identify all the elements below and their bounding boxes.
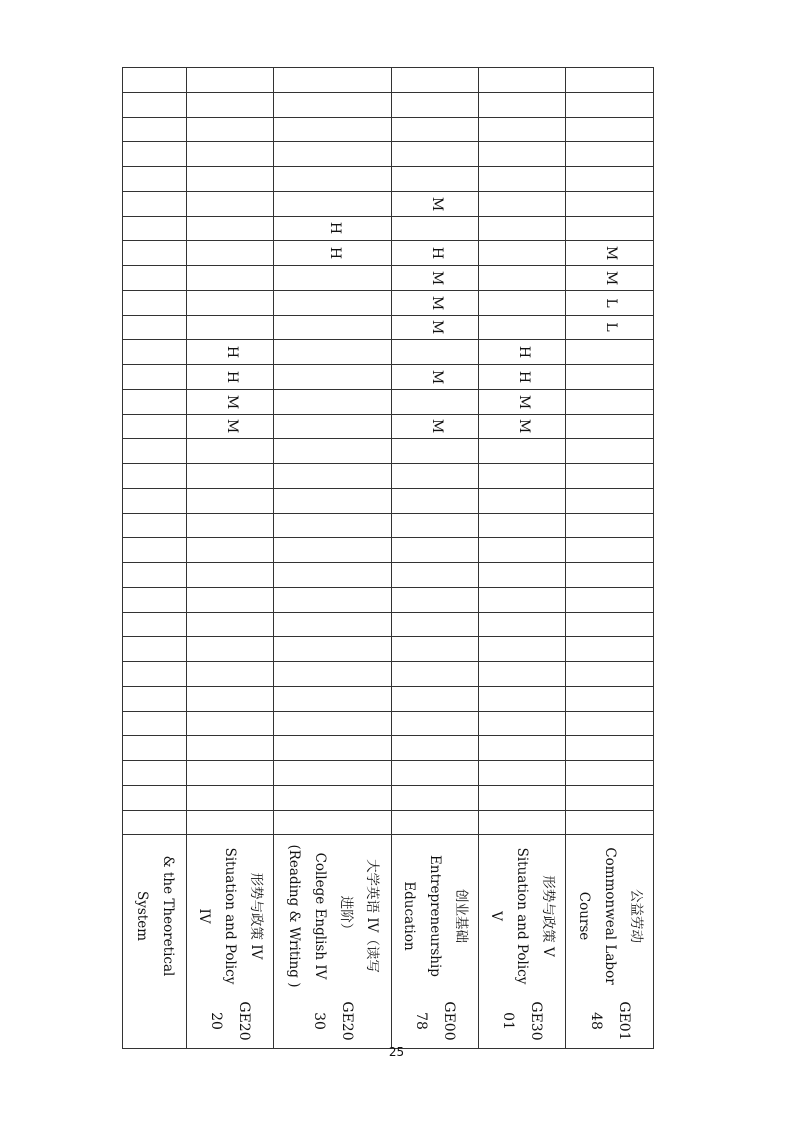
table-cell [392,315,479,340]
table-cell [274,488,392,513]
table-cell [392,340,479,365]
table-cell [187,513,274,538]
table-cell [479,637,566,662]
table-cell [187,340,274,365]
table-cell [187,785,274,810]
rating-mark: M [515,419,532,434]
table-cell [392,117,479,142]
table-cell [187,464,274,489]
table-cell [479,538,566,563]
table-cell [566,117,654,142]
table-cell [123,167,187,192]
table-cell [479,92,566,117]
table-cell [123,266,187,291]
course-code-line: GE30 [528,1000,544,1041]
table-cell [274,563,392,588]
table-row [123,736,654,761]
table-cell [392,365,479,390]
table-cell [187,538,274,563]
table-cell [274,637,392,662]
table-cell [274,538,392,563]
table-cell [392,167,479,192]
course-name-line: Situation and Policy [222,847,238,985]
course-code [582,991,638,1051]
table-cell [187,92,274,117]
table-cell [392,464,479,489]
table-cell [187,290,274,315]
table-cell [187,241,274,266]
table-cell [566,340,654,365]
table-cell [392,686,479,711]
table-cell [392,241,479,266]
course-name-line: Situation and Policy [514,847,530,985]
table-cell [123,142,187,167]
table-cell [392,266,479,291]
table-cell [479,315,566,340]
table-row [123,785,654,810]
course-code-line: 01 [500,1011,516,1030]
table-cell [123,117,187,142]
table-cell [566,439,654,464]
table-cell [566,587,654,612]
table-cell [187,686,274,711]
course-name-line: Course [575,891,592,941]
table-cell [479,711,566,736]
table-row [123,513,654,538]
table-row [123,538,654,563]
table-row [123,266,654,291]
table-cell [274,340,392,365]
table-cell [274,662,392,687]
rating-mark: M [428,196,445,211]
table-cell [566,365,654,390]
table-cell [123,68,187,93]
table-cell [566,662,654,687]
course-code-line: 48 [587,1011,604,1030]
course-name [571,816,649,1016]
table-cell [123,315,187,340]
table-row [123,612,654,637]
rating-mark: M [428,369,445,385]
table-cell [187,662,274,687]
table-cell [187,315,274,340]
table-cell [274,389,392,414]
table-cell [187,711,274,736]
table-cell [479,365,566,390]
table-row [123,488,654,513]
course-code-line: GE00 [441,1000,457,1041]
table-cell [187,563,274,588]
table-cell [187,365,274,390]
table-cell [479,761,566,786]
table-cell [274,612,392,637]
table-row [123,117,654,142]
table-cell [274,464,392,489]
course-name-line: Education [401,881,417,951]
table-row [123,191,654,216]
table-cell [566,736,654,761]
rating-mark: H [326,247,343,260]
table-cell [274,92,392,117]
table-cell [566,637,654,662]
table-cell [274,68,392,93]
table-cell [123,538,187,563]
table-cell [392,68,479,93]
table-cell [274,117,392,142]
course-name-line: 形势与政策 IV [248,872,264,960]
table-cell [274,365,392,390]
table-cell [566,563,654,588]
table-cell [187,167,274,192]
rating-mark: M [223,394,240,409]
table-cell [566,686,654,711]
table-cell [479,439,566,464]
table-cell [479,241,566,266]
table-cell [123,365,187,390]
table-cell [123,662,187,687]
table-cell [123,736,187,761]
rating-mark: H [515,346,532,359]
table-row [123,686,654,711]
table-row [123,142,654,167]
course-code [407,991,463,1051]
table-cell [274,686,392,711]
table-cell [392,587,479,612]
table-cell [566,191,654,216]
table-cell [274,241,392,266]
table-cell [479,167,566,192]
rating-mark: L [603,297,620,308]
table-cell [392,637,479,662]
table-cell [274,315,392,340]
table-cell [123,340,187,365]
table-cell [479,191,566,216]
course-name [191,816,269,1016]
table-row [123,340,654,365]
table-cell [187,587,274,612]
table-cell [123,612,187,637]
table-cell [392,761,479,786]
table-row [123,241,654,266]
table-cell [479,612,566,637]
table-cell [566,92,654,117]
table-cell [123,290,187,315]
course-cell [392,835,479,1049]
course-name-line: 大学英语 IV（读写 [363,859,380,974]
table-cell [479,785,566,810]
course-name-line: System [133,891,150,942]
table-cell [392,488,479,513]
table-row [123,389,654,414]
course-name-line: 进阶） [337,895,354,937]
table-cell [123,637,187,662]
table-cell [392,216,479,241]
table-cell [123,587,187,612]
table-cell [123,464,187,489]
table-cell [392,785,479,810]
table-cell [187,216,274,241]
table-row [123,92,654,117]
table-row [123,68,654,93]
table-cell [123,241,187,266]
rating-mark: M [515,394,532,409]
table-cell [187,761,274,786]
table-cell [187,142,274,167]
course-name-line: (Reading & Writing ) [285,844,302,988]
table-cell [479,142,566,167]
rating-mark: M [428,419,445,434]
table-cell [479,290,566,315]
table-cell [392,290,479,315]
rating-mark: M [428,295,445,310]
rating-mark: M [428,320,445,335]
table-cell [479,68,566,93]
course-code [305,991,361,1051]
table-cell [274,761,392,786]
table-row [123,414,654,439]
course-name-line: 公益劳动 [627,889,644,944]
course-cell [479,835,566,1049]
course-name-line: 创业基础 [453,889,469,944]
course-code-line: 30 [310,1011,327,1030]
course-name-line: V [488,911,504,922]
course-cell [566,835,654,1049]
table-cell [479,216,566,241]
table-row [123,662,654,687]
table-cell [274,439,392,464]
table-cell [274,785,392,810]
course-code-line: GE20 [338,1000,355,1041]
rating-mark: M [603,245,620,261]
table-cell [123,488,187,513]
table-row [123,761,654,786]
table-cell [274,711,392,736]
table-cell [274,513,392,538]
table-cell [123,513,187,538]
table-cell [479,414,566,439]
course-name-line: College English IV [311,852,328,980]
table-row [123,365,654,390]
rating-mark: M [223,419,240,434]
table-cell [274,191,392,216]
table-cell [392,142,479,167]
course-title-row [123,835,654,1049]
table-cell [566,488,654,513]
rating-mark: M [603,270,620,286]
table-cell [274,167,392,192]
rating-mark: H [428,247,445,260]
rating-mark: H [223,346,240,359]
table-cell [566,761,654,786]
table-cell [566,241,654,266]
table-cell [123,711,187,736]
table-row [123,464,654,489]
table-cell [123,191,187,216]
table-cell [123,414,187,439]
table-cell [187,266,274,291]
table-cell [123,785,187,810]
table-cell [123,92,187,117]
table-cell [187,191,274,216]
table-cell [392,191,479,216]
course-name-line: IV [196,908,212,924]
table-cell [274,290,392,315]
rating-mark: H [515,370,532,383]
course-code-line: GE20 [236,1000,252,1041]
table-row [123,587,654,612]
table-cell [479,662,566,687]
rating-mark: H [223,370,240,383]
table-cell [479,266,566,291]
table-cell [479,389,566,414]
table-cell [187,488,274,513]
table-cell [392,389,479,414]
table-cell [566,538,654,563]
course-name [483,816,561,1016]
table-cell [274,414,392,439]
course-code-line: 20 [208,1011,224,1030]
table-cell [392,711,479,736]
table-row [123,563,654,588]
table-cell [187,117,274,142]
table-cell [479,488,566,513]
table-cell [274,266,392,291]
course-code [494,991,550,1051]
table-cell [392,662,479,687]
table-cell [566,464,654,489]
table-cell [566,414,654,439]
table-cell [566,266,654,291]
table-cell [274,587,392,612]
table-cell [392,538,479,563]
table-cell [566,785,654,810]
table-cell [392,736,479,761]
table-cell [566,68,654,93]
table-row [123,711,654,736]
course-name-line: Commonweal Labor [601,847,618,985]
course-matrix-table [122,67,654,1049]
table-cell [392,513,479,538]
course-name [129,816,181,1016]
table-cell [479,117,566,142]
table-cell [566,290,654,315]
table-cell [392,92,479,117]
table-cell [392,439,479,464]
course-code-cell [123,835,187,1049]
table-cell [123,761,187,786]
table-cell [479,736,566,761]
table-cell [566,513,654,538]
course-code-line: GE01 [615,1000,632,1041]
table-cell [566,216,654,241]
course-name [396,816,474,1016]
table-cell [187,68,274,93]
table-cell [123,439,187,464]
course-name [281,816,385,1016]
table-cell [566,711,654,736]
table-cell [392,563,479,588]
table-cell [187,389,274,414]
table-row [123,290,654,315]
table-cell [479,686,566,711]
table-cell [479,587,566,612]
table-cell [479,563,566,588]
table-row [123,315,654,340]
table-cell [566,315,654,340]
table-cell [566,612,654,637]
rating-mark: H [326,222,343,235]
table-cell [187,439,274,464]
table-cell [123,563,187,588]
table-cell [392,612,479,637]
table-cell [274,736,392,761]
table-cell [187,736,274,761]
rating-mark: M [428,270,445,286]
table-cell [274,142,392,167]
table-row [123,167,654,192]
course-name-line: & the Theoretical [159,855,176,977]
table-cell [123,686,187,711]
table-cell [123,389,187,414]
table-cell [566,389,654,414]
course-name-line: Entrepreneurship [427,855,443,978]
table-row [123,216,654,241]
table-cell [274,216,392,241]
course-name-line: 形势与政策 V [540,875,556,957]
course-code-line: 78 [413,1011,429,1030]
page-number: 25 [388,1045,405,1059]
table-cell [479,464,566,489]
rating-mark: L [603,322,620,333]
table-cell [187,414,274,439]
table-cell [566,167,654,192]
course-code [202,991,258,1051]
course-cell [187,835,274,1049]
table-cell [187,612,274,637]
table-cell [187,637,274,662]
table-cell [566,142,654,167]
table-cell [392,414,479,439]
table-row [123,637,654,662]
course-cell [274,835,392,1049]
table-row [123,439,654,464]
table-cell [479,513,566,538]
table-cell [123,216,187,241]
table-cell [479,340,566,365]
